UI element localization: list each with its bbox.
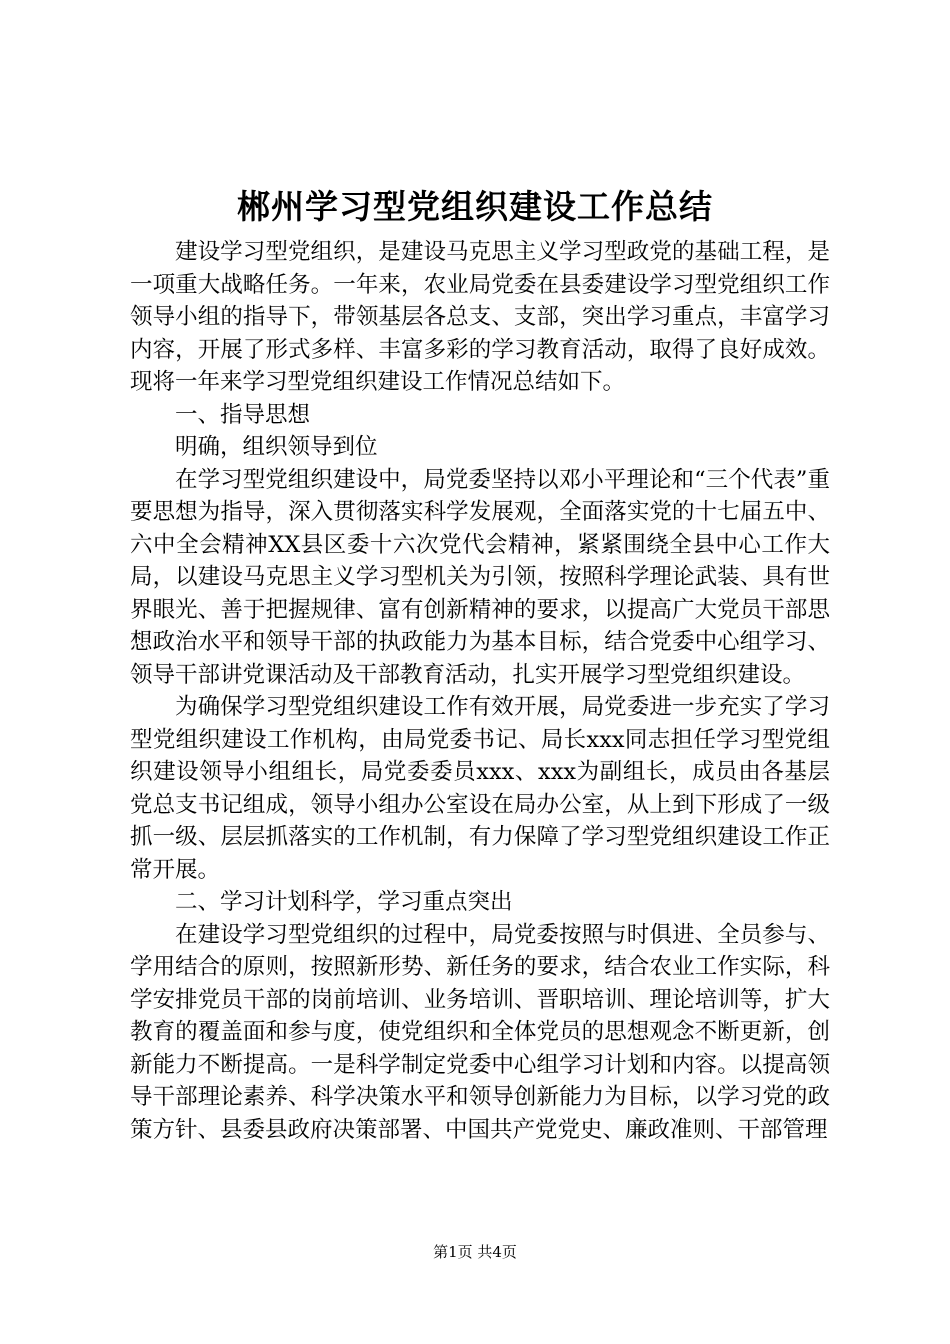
- document-body: [130, 236, 830, 1146]
- paragraph-leadership: 为确保学习型党组织建设工作有效开展，局党委进一步充实了学习型党组织建设工作机构，由局党委书记、局长xxx同志担任学习型党组织建设领导小组组长，局党委委员xxx、xxx为副组长，成员由各基层党总支书记组成，领导小组办公室设在局办公室，从上到下形成了一级抓一级、层层抓落实的工作机制，有力保障了学习型党组织建设工作正常开展。: [130, 694, 830, 883]
- paragraph-guiding-thought: 在学习型党组织建设中，局党委坚持以邓小平理论和“三个代表”重要思想为指导，深入贯彻落实科学发展观，全面落实党的十七届五中、六中全会精神XX县区委十六次党代会精神，紧紧围绕全县中心工作大局，以建设马克思主义学习型机关为引领，按照科学理论武装、具有世界眼光、善于把握规律、富有创新精神的要求，以提高广大党员干部思想政治水平和领导干部的执政能力为基本目标，结合党委中心组学习、领导干部讲党课活动及干部教育活动，扎实开展学习型党组织建设。: [130, 466, 830, 688]
- heading-guiding-thought: 一、指导思想: [175, 401, 311, 428]
- paragraph-intro: 建设学习型党组织，是建设马克思主义学习型政党的基础工程，是一项重大战略任务。一年来，农业局党委在县委建设学习型党组织工作领导小组的指导下，带领基层各总支、支部，突出学习重点，丰富学习内容，开展了形式多样、丰富多彩的学习教育活动，取得了良好成效。现将一年来学习型党组织建设工作情况总结如下。: [130, 239, 830, 395]
- subheading-organization: 明确，组织领导到位: [175, 434, 378, 460]
- page-footer: 第1页 共4页: [433, 1243, 517, 1261]
- paragraph-study-plan: 在建设学习型党组织的过程中，局党委按照与时俱进、全员参与、学用结合的原则，按照新形势、新任务的要求，结合农业工作实际，科学安排党员干部的岗前培训、业务培训、晋职培训、理论培训等，扩大教育的覆盖面和参与度，使党组织和全体党员的思想观念不断更新，创新能力不断提高。一是科学制定党委中心组学习计划和内容。以提高领导干部理论素养、科学决策水平和领导创新能力为目标，以学习党的政策方针、县委县政府决策部署、中国共产党党史、廉政准则、干部管理: [130, 921, 830, 1143]
- document-title: 郴州学习型党组织建设工作总结: [237, 187, 713, 226]
- heading-study-plan: 二、学习计划科学，学习重点突出: [175, 889, 513, 915]
